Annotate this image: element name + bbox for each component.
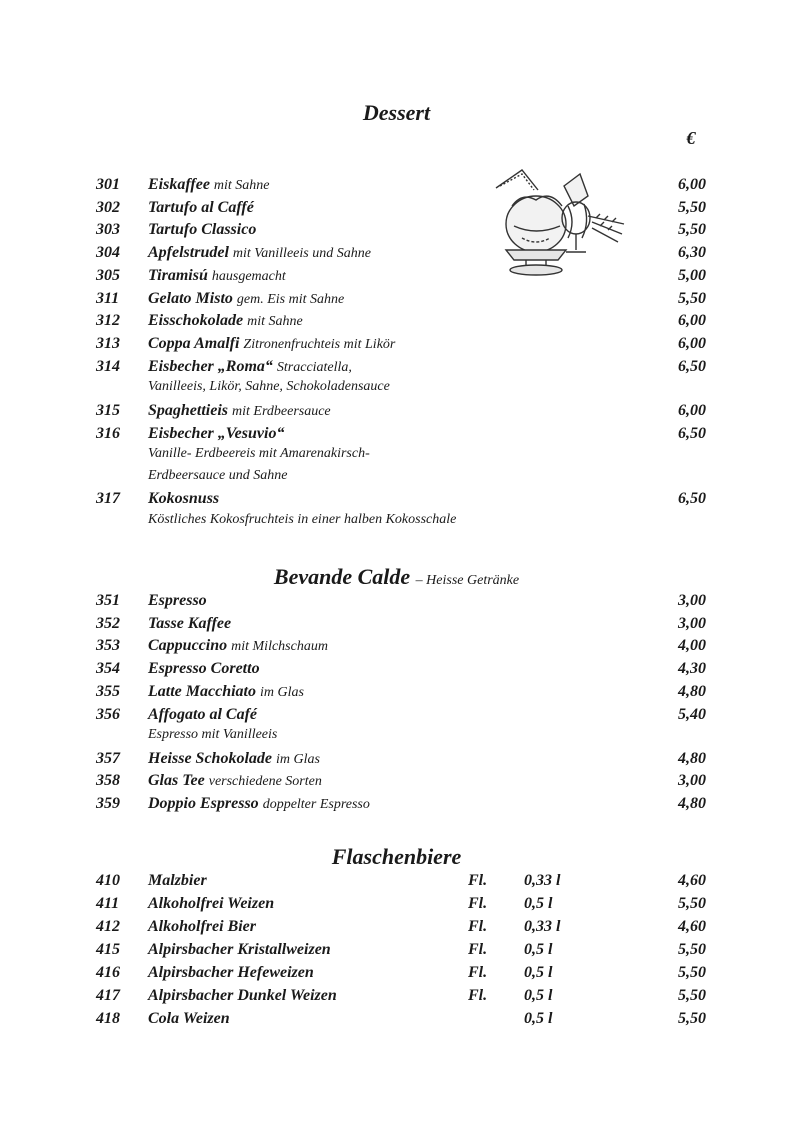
- item-name: [148, 176, 270, 194]
- menu-item-row: [96, 615, 706, 637]
- menu-item-row: [96, 267, 706, 289]
- item-name: [148, 895, 274, 913]
- item-name: [148, 402, 331, 420]
- item-description: mit Milchschaum: [231, 639, 328, 655]
- item-number: 352: [96, 614, 120, 632]
- item-name-text: Eisschokolade: [148, 312, 244, 330]
- item-description-line: Köstliches Kokosfruchteis in einer halben Kokosschale: [148, 511, 457, 527]
- item-name-text: Eiskaffee: [148, 176, 210, 193]
- item-name: [148, 706, 257, 724]
- currency-symbol: €: [686, 128, 696, 148]
- item-name-text: Heisse Schokolade: [148, 749, 272, 767]
- item-description-line: Espresso mit Vanilleeis: [148, 727, 278, 743]
- item-number: 418: [96, 1010, 120, 1027]
- item-name: [148, 795, 370, 813]
- item-price: 6,50: [678, 490, 706, 508]
- item-description: mit Sahne: [247, 314, 303, 330]
- item-number: 311: [96, 289, 120, 307]
- item-description: Zitronenfruchteis mit Likör: [243, 336, 396, 352]
- item-name-text: Eisbecher „Vesuvio“: [148, 424, 285, 442]
- menu-item-row: [96, 706, 706, 728]
- menu-item-row: [96, 872, 706, 894]
- item-name-text: Spaghettieis: [148, 401, 229, 419]
- item-name: [148, 335, 395, 353]
- item-unit: Fl.: [468, 987, 488, 1004]
- item-name: [148, 918, 256, 936]
- item-name: [148, 660, 260, 678]
- item-number: 410: [96, 872, 120, 889]
- item-unit: Fl.: [468, 895, 488, 912]
- item-name-text: Cappuccino: [148, 637, 228, 655]
- item-name: [148, 683, 304, 701]
- item-price: 5,50: [678, 895, 706, 912]
- menu-item-row: [96, 895, 706, 917]
- item-price: 6,00: [678, 176, 706, 193]
- item-description: mit Sahne: [213, 178, 270, 193]
- item-name: [148, 244, 371, 262]
- item-number: 411: [96, 895, 120, 912]
- item-unit: Fl.: [468, 964, 488, 981]
- item-price: 4,30: [678, 660, 706, 678]
- menu-item-row: [96, 660, 706, 682]
- item-volume: 0,5 l: [524, 1010, 553, 1027]
- menu-item-row: [96, 683, 706, 705]
- item-name: [148, 637, 328, 655]
- item-price: 6,50: [678, 357, 706, 375]
- item-price: 6,00: [678, 401, 706, 419]
- menu-item-row: [96, 964, 706, 986]
- biere-title: Flaschenbiere: [331, 844, 462, 869]
- menu-item-row: [96, 402, 706, 424]
- item-description: im Glas: [259, 684, 304, 700]
- menu-item-row: [96, 335, 706, 357]
- item-name-text: Alpirsbacher Kristallweizen: [148, 941, 331, 958]
- item-name: [148, 750, 320, 768]
- item-number: 417: [96, 987, 120, 1004]
- item-description: doppelter Espresso: [262, 797, 370, 813]
- menu-item-row: [96, 918, 706, 940]
- item-unit: Fl.: [468, 872, 488, 889]
- item-number: 359: [96, 795, 120, 813]
- menu-item-row: [96, 987, 706, 1009]
- item-description: mit Erdbeersauce: [232, 403, 331, 419]
- item-price: 5,40: [678, 705, 706, 723]
- item-price: 4,80: [678, 749, 706, 767]
- item-name: [148, 592, 207, 610]
- item-name-text: Doppio Espresso: [148, 795, 259, 813]
- item-price: 5,50: [678, 1010, 706, 1027]
- menu-item-row: [96, 941, 706, 963]
- item-name-text: Kokosnuss: [148, 490, 220, 508]
- item-name-text: Tasse Kaffee: [148, 614, 232, 632]
- item-price: 4,80: [678, 682, 706, 700]
- item-number: 412: [96, 918, 120, 935]
- item-description-line: Vanilleeis, Likör, Sahne, Schokoladensauce: [148, 379, 390, 395]
- item-price: 5,00: [678, 266, 706, 284]
- item-name-text: Espresso Coretto: [148, 660, 260, 678]
- item-number: 312: [96, 312, 120, 330]
- menu-item-row: [96, 199, 706, 221]
- item-number: 351: [96, 592, 120, 609]
- item-number: 355: [96, 682, 120, 700]
- item-unit: Fl.: [468, 941, 488, 958]
- bevande-subtitle: – Heisse Getränke: [415, 573, 520, 588]
- item-price: 4,60: [678, 918, 706, 935]
- item-number: 305: [96, 266, 120, 284]
- item-name: [148, 941, 331, 959]
- menu-item-row: [96, 425, 706, 447]
- item-price: 3,00: [678, 772, 706, 790]
- menu-item-row: [96, 795, 706, 817]
- menu-item-row: [96, 244, 706, 266]
- item-name: [148, 615, 231, 633]
- item-number: 304: [96, 244, 120, 262]
- item-name: [148, 490, 219, 508]
- item-name: [148, 199, 254, 217]
- dessert-title: Dessert: [362, 100, 431, 125]
- item-name-text: Glas Tee: [148, 772, 205, 790]
- item-price: 4,60: [678, 872, 706, 889]
- item-number: 357: [96, 749, 120, 767]
- item-name: [148, 221, 256, 239]
- item-price: 6,50: [678, 424, 706, 442]
- item-description: hausgemacht: [211, 268, 286, 284]
- item-price: 5,50: [678, 221, 706, 239]
- item-name: [148, 964, 314, 982]
- item-description-line: Vanille- Erdbeereis mit Amarenakirsch-: [148, 446, 370, 462]
- item-name: [148, 872, 207, 890]
- item-name-text: Alpirsbacher Dunkel Weizen: [148, 987, 337, 1004]
- item-number: 316: [96, 424, 120, 442]
- item-number: 415: [96, 941, 120, 958]
- item-price: 6,00: [678, 312, 706, 330]
- menu-item-row: [96, 637, 706, 659]
- item-number: 354: [96, 660, 120, 678]
- item-description: verschiedene Sorten: [208, 774, 322, 790]
- item-name-text: Gelato Misto: [148, 289, 233, 307]
- item-description-line: Erdbeersauce und Sahne: [148, 467, 288, 483]
- item-name-text: Latte Macchiato: [148, 682, 256, 700]
- item-number: 353: [96, 637, 120, 655]
- item-name-text: Affogato al Café: [148, 705, 258, 723]
- item-price: 5,50: [678, 964, 706, 981]
- item-number: 302: [96, 198, 120, 216]
- menu-item-row: [96, 1010, 706, 1032]
- item-price: 3,00: [678, 592, 706, 609]
- menu-item-row: [96, 750, 706, 772]
- item-name: [148, 1010, 230, 1028]
- item-name-text: Espresso: [148, 592, 207, 609]
- item-name-text: Tiramisú: [148, 266, 208, 284]
- item-name-text: Coppa Amalfi: [148, 334, 240, 352]
- item-name: [148, 987, 337, 1005]
- item-price: 4,00: [678, 637, 706, 655]
- item-name: [148, 425, 284, 443]
- item-name-text: Malzbier: [148, 872, 207, 889]
- item-volume: 0,33 l: [524, 872, 561, 889]
- menu-item-row: [96, 221, 706, 243]
- item-name-text: Alkoholfrei Weizen: [148, 895, 275, 912]
- item-name: [148, 358, 352, 376]
- item-name-text: Tartufo Classico: [148, 221, 257, 239]
- item-number: 315: [96, 401, 120, 419]
- item-name: [148, 290, 344, 308]
- item-name-text: Tartufo al Caffé: [148, 198, 254, 216]
- item-volume: 0,5 l: [524, 941, 553, 958]
- item-number: 416: [96, 964, 120, 981]
- item-number: 358: [96, 772, 120, 790]
- item-volume: 0,5 l: [524, 895, 553, 912]
- item-name-text: Alpirsbacher Hefeweizen: [148, 964, 314, 981]
- item-price: 5,50: [678, 198, 706, 216]
- menu-item-row: [96, 592, 706, 614]
- item-price: 6,00: [678, 334, 706, 352]
- item-price: 5,50: [678, 941, 706, 958]
- item-name-text: Cola Weizen: [148, 1010, 230, 1027]
- item-name-text: Eisbecher „Roma“: [148, 357, 273, 375]
- menu-item-row: [96, 490, 706, 512]
- item-volume: 0,5 l: [524, 964, 553, 981]
- menu-item-row: [96, 312, 706, 334]
- item-price: 5,50: [678, 289, 706, 307]
- item-name: [148, 312, 303, 330]
- item-price: 6,30: [678, 244, 706, 262]
- item-price: 5,50: [678, 987, 706, 1004]
- menu-item-row: [96, 176, 706, 198]
- menu-item-row: [96, 290, 706, 312]
- menu-item-row: [96, 358, 706, 380]
- item-description: gem. Eis mit Sahne: [236, 291, 345, 307]
- item-unit: Fl.: [468, 918, 488, 935]
- item-description: im Glas: [276, 751, 320, 767]
- item-number: 313: [96, 334, 120, 352]
- item-name-text: Alkoholfrei Bier: [148, 918, 257, 935]
- item-number: 303: [96, 221, 120, 239]
- item-name-text: Apfelstrudel: [148, 244, 229, 262]
- item-description: mit Vanilleeis und Sahne: [232, 246, 371, 262]
- item-volume: 0,33 l: [524, 918, 561, 935]
- item-name: [148, 267, 286, 285]
- bevande-title: Bevande Calde – Heisse Getränke: [273, 564, 520, 589]
- item-description: Stracciatella,: [276, 359, 352, 375]
- item-number: 356: [96, 705, 120, 723]
- item-name: [148, 772, 322, 790]
- item-price: 3,00: [678, 614, 706, 632]
- item-number: 314: [96, 357, 120, 375]
- menu-item-row: [96, 772, 706, 794]
- item-number: 301: [96, 176, 120, 193]
- item-number: 317: [96, 490, 120, 508]
- item-price: 4,80: [678, 795, 706, 813]
- item-volume: 0,5 l: [524, 987, 553, 1004]
